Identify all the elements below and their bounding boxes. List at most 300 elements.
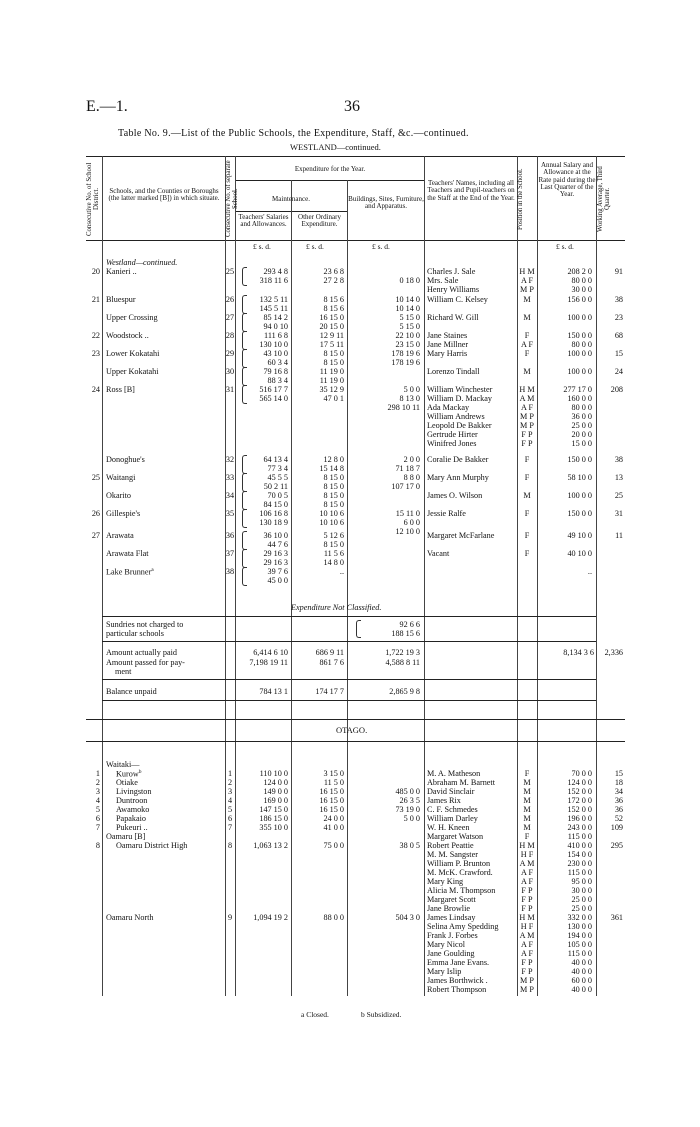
- annual-salary: 100 0 0: [567, 367, 592, 376]
- annual-salary: 40 0 0: [571, 985, 592, 994]
- school-name: Awamoko: [116, 805, 150, 814]
- teacher-name: William Andrews: [427, 412, 485, 421]
- annual-salary: 105 0 0: [567, 940, 592, 949]
- teacher-position: F: [524, 769, 530, 778]
- separate-school-number: 31: [225, 385, 235, 394]
- annual-salary: 15 0 0: [571, 439, 592, 448]
- buildings-amount: 178 19 6: [391, 349, 420, 358]
- district-number: 25: [91, 473, 100, 482]
- separate-school-number: 3: [227, 787, 233, 796]
- lsd-header-salaries: £ s. d.: [253, 242, 271, 251]
- salaries-amount: 145 5 11: [259, 304, 288, 313]
- buildings-amount: 15 11 0: [395, 509, 420, 518]
- salaries-amount: 169 0 0: [263, 796, 288, 805]
- other-expenditure-amount: 16 15 0: [319, 787, 344, 796]
- working-average: 361: [610, 913, 623, 922]
- annual-salary: 194 0 0: [567, 931, 592, 940]
- salaries-amount: 186 15 0: [259, 814, 288, 823]
- buildings-amount: 10 14 0: [395, 304, 420, 313]
- school-name: Lake Brunner$^a$: [106, 567, 154, 577]
- other-expenditure-amount: 10 10 6: [319, 509, 344, 518]
- teacher-position: H M: [519, 913, 535, 922]
- buildings-amount: 0 18 0: [399, 276, 420, 285]
- school-name: Donoghue's: [106, 455, 145, 464]
- page-code: E.—1.: [86, 98, 128, 115]
- teacher-name: Coralie De Bakker: [427, 455, 489, 464]
- teacher-position: F P: [521, 895, 533, 904]
- teacher-name: Jane Millner: [427, 340, 469, 349]
- school-name: Livingston: [116, 787, 152, 796]
- district-number: 1: [95, 769, 100, 778]
- school-name: Pukeuri ..: [116, 823, 148, 832]
- buildings-amount: 12 10 0: [395, 527, 420, 536]
- teacher-position: M: [523, 295, 531, 304]
- district-number: 24: [91, 385, 100, 394]
- passed-label-2: ment: [115, 667, 132, 676]
- buildings-amount: 26 3 5: [399, 796, 420, 805]
- annual-salary: 30 0 0: [571, 886, 592, 895]
- buildings-amount: 504 3 0: [395, 913, 420, 922]
- balance-buildings: 2,865 9 8: [389, 687, 420, 696]
- paid-label: Amount actually paid: [106, 648, 177, 657]
- sundries-bld-1: 92 6 6: [399, 620, 420, 629]
- salaries-amount: 355 10 0: [259, 823, 288, 832]
- school-name: Oamaru [B]: [106, 832, 146, 841]
- other-expenditure-amount: 5 12 6: [323, 531, 344, 540]
- teacher-position: F: [524, 349, 530, 358]
- teacher-position: F: [524, 455, 530, 464]
- teacher-name: Mary Islip: [427, 967, 462, 976]
- footnote-subsidized: b Subsidized.: [361, 1010, 402, 1019]
- working-average: 68: [614, 331, 623, 340]
- working-average: 36: [614, 796, 623, 805]
- working-average: 38: [614, 455, 623, 464]
- other-expenditure-amount: 75 0 0: [323, 841, 344, 850]
- salaries-amount: 1,094 19 2: [253, 913, 288, 922]
- working-average: 208: [610, 385, 623, 394]
- annual-salary: 25 0 0: [571, 421, 592, 430]
- teacher-position: M: [523, 805, 531, 814]
- separate-school-number: 28: [225, 331, 235, 340]
- buildings-amount: 6 0 0: [403, 518, 420, 527]
- working-average: 36: [614, 805, 623, 814]
- separate-school-number: 36: [225, 531, 235, 540]
- teacher-name: James O. Wilson: [427, 491, 483, 500]
- teacher-position: A F: [520, 340, 534, 349]
- header-teachers-salaries: Teachers' Salaries and Allowances.: [238, 213, 289, 229]
- teacher-position: M P: [520, 985, 534, 994]
- teacher-name: William Darley: [427, 814, 478, 823]
- other-expenditure-amount: 8 15 0: [323, 473, 344, 482]
- salaries-amount: 124 0 0: [263, 778, 288, 787]
- teacher-position: F: [524, 549, 530, 558]
- working-average: 91: [614, 267, 623, 276]
- salaries-amount: 77 3 4: [267, 464, 288, 473]
- salaries-amount: 516 17 7: [259, 385, 288, 394]
- buildings-amount: 8 8 0: [403, 473, 420, 482]
- other-expenditure-amount: 8 15 0: [323, 358, 344, 367]
- header-teacher-names: Teachers' Names, including all Teachers and Pupil-teachers on the Staff at the End of the Year.: [427, 179, 515, 202]
- other-expenditure-amount: 16 15 0: [319, 313, 344, 322]
- other-expenditure-amount: 8 15 0: [323, 349, 344, 358]
- annual-salary: 130 0 0: [567, 922, 592, 931]
- other-expenditure-amount: 8 15 6: [323, 304, 344, 313]
- annual-salary: 230 0 0: [567, 859, 592, 868]
- annual-salary: 20 0 0: [571, 430, 592, 439]
- working-average: 24: [614, 367, 623, 376]
- header-working-average: Working Average, Third Quarter.: [597, 166, 612, 232]
- header-maintenance: Maintenance.: [272, 195, 310, 203]
- teacher-name: James Rix: [427, 796, 461, 805]
- teacher-name: Jane Staines: [427, 331, 468, 340]
- annual-salary: 115 0 0: [567, 832, 592, 841]
- teacher-position: M: [523, 778, 531, 787]
- buildings-amount: 5 15 0: [399, 322, 420, 331]
- separate-school-number: 29: [225, 349, 235, 358]
- school-name: Waitangi: [106, 473, 136, 482]
- other-expenditure-amount: 3 15 0: [323, 769, 344, 778]
- teacher-position: F: [524, 509, 530, 518]
- working-average: 23: [614, 313, 623, 322]
- teacher-name: Winifred Jones: [427, 439, 477, 448]
- paid-average: 2,336: [604, 648, 623, 657]
- separate-school-number: 5: [227, 805, 233, 814]
- school-name: Waitaki—: [106, 760, 140, 769]
- district-number: 27: [91, 531, 100, 540]
- separate-school-number: 25: [225, 267, 235, 276]
- salaries-amount: 50 2 11: [263, 482, 288, 491]
- teacher-name: Lorenzo Tindall: [427, 367, 480, 376]
- salaries-amount: 106 16 8: [259, 509, 288, 518]
- other-expenditure-amount: 16 15 0: [319, 796, 344, 805]
- teacher-name: Mary Nicol: [427, 940, 465, 949]
- separate-school-number: 9: [227, 913, 233, 922]
- buildings-amount: 10 14 0: [395, 295, 420, 304]
- passed-salaries: 7,198 19 11: [249, 658, 288, 667]
- teacher-position: M: [523, 787, 531, 796]
- teacher-position: F: [524, 473, 530, 482]
- teacher-position: H F: [520, 850, 534, 859]
- annual-salary: 124 0 0: [567, 778, 592, 787]
- school-name: Papakaio: [116, 814, 147, 823]
- separate-school-number: 38: [225, 567, 235, 576]
- sundries-bld-2: 188 15 6: [391, 629, 420, 638]
- teacher-name: C. F. Schmedes: [427, 805, 478, 814]
- teacher-position: M: [523, 823, 531, 832]
- salaries-amount: 43 10 0: [263, 349, 288, 358]
- annual-salary: 100 0 0: [567, 313, 592, 322]
- salaries-amount: 29 16 3: [263, 558, 288, 567]
- salaries-amount: 36 10 0: [263, 531, 288, 540]
- buildings-amount: 485 0 0: [395, 787, 420, 796]
- salaries-amount: 130 18 9: [259, 518, 288, 527]
- separate-school-number: 2: [227, 778, 233, 787]
- table-title: Table No. 9.—List of the Public Schools, the Expenditure, Staff, &c.—continued.: [118, 128, 469, 139]
- annual-salary: 115 0 0: [567, 868, 592, 877]
- salaries-amount: 29 16 3: [263, 549, 288, 558]
- salaries-amount: 84 15 0: [263, 500, 288, 509]
- teacher-position: H F: [520, 922, 534, 931]
- working-average: 11: [615, 531, 623, 540]
- working-average: 38: [614, 295, 623, 304]
- header-consecutive-district: Consecutive No. of School District.: [86, 162, 101, 236]
- other-expenditure-amount: 27 2 8: [323, 276, 344, 285]
- teacher-position: M: [523, 814, 531, 823]
- district-number: 2: [95, 778, 100, 787]
- school-name: Kurow$^b$: [116, 769, 142, 779]
- teacher-name: W. H. Kneen: [427, 823, 470, 832]
- annual-salary: 25 0 0: [571, 895, 592, 904]
- teacher-position: F P: [521, 439, 533, 448]
- header-annual-salary: Annual Salary and Allowance at the Rate paid during the Last Quarter of the Year.: [538, 161, 596, 199]
- working-average: 295: [610, 841, 623, 850]
- teacher-position: A F: [520, 949, 534, 958]
- buildings-amount: 178 19 6: [391, 358, 420, 367]
- annual-salary: 25 0 0: [571, 904, 592, 913]
- teacher-name: James Lindsay: [427, 913, 476, 922]
- teacher-name: Robert Thompson: [427, 985, 487, 994]
- annual-salary: 80 0 0: [571, 276, 592, 285]
- teacher-position: M P: [520, 976, 534, 985]
- working-average: 52: [614, 814, 623, 823]
- salaries-amount: 110 10 0: [259, 769, 288, 778]
- school-name: Upper Kokatahi: [106, 367, 159, 376]
- annual-salary: 196 0 0: [567, 814, 592, 823]
- salaries-amount: 293 4 8: [263, 267, 288, 276]
- header-expenditure: Expenditure for the Year.: [294, 165, 366, 173]
- buildings-amount: 8 13 0: [399, 394, 420, 403]
- other-expenditure-amount: 23 6 8: [323, 267, 344, 276]
- working-average: 34: [614, 787, 623, 796]
- school-name: Upper Crossing: [106, 313, 158, 322]
- teacher-name: Margaret McFarlane: [427, 531, 495, 540]
- buildings-amount: 2 0 0: [403, 455, 420, 464]
- teacher-position: H M: [519, 841, 535, 850]
- working-average: 15: [614, 769, 623, 778]
- paid-buildings: 1,722 19 3: [385, 648, 420, 657]
- annual-salary: 36 0 0: [571, 412, 592, 421]
- teacher-name: Ada Mackay: [427, 403, 470, 412]
- annual-salary: 95 0 0: [571, 877, 592, 886]
- salaries-amount: 85 14 2: [263, 313, 288, 322]
- salaries-amount: 132 5 11: [259, 295, 288, 304]
- district-number: 4: [95, 796, 100, 805]
- teacher-position: A F: [520, 403, 534, 412]
- teacher-name: M. McK. Crawford.: [427, 868, 493, 877]
- teacher-position: M: [523, 313, 531, 322]
- teacher-name: Emma Jane Evans.: [427, 958, 490, 967]
- other-expenditure-amount: 11 19 0: [319, 376, 344, 385]
- other-expenditure-amount: 8 15 0: [323, 482, 344, 491]
- salaries-amount: 45 5 5: [267, 473, 288, 482]
- buildings-amount: 23 15 0: [395, 340, 420, 349]
- annual-salary: 100 0 0: [567, 491, 592, 500]
- working-average: 15: [614, 349, 623, 358]
- annual-salary: 156 0 0: [567, 295, 592, 304]
- balance-other: 174 17 7: [315, 687, 344, 696]
- annual-salary: 172 0 0: [567, 796, 592, 805]
- salaries-amount: 70 0 5: [267, 491, 288, 500]
- teacher-position: M: [523, 491, 531, 500]
- buildings-amount: 73 19 0: [395, 805, 420, 814]
- page-number: 36: [344, 98, 360, 115]
- teacher-position: H M: [519, 267, 535, 276]
- teacher-position: M: [523, 796, 531, 805]
- teacher-name: M. A. Matheson: [427, 769, 481, 778]
- annual-salary: 277 17 0: [563, 385, 592, 394]
- teacher-name: Charles J. Sale: [427, 267, 476, 276]
- teacher-name: Mary King: [427, 877, 464, 886]
- salaries-amount: 79 16 8: [263, 367, 288, 376]
- separate-school-number: 4: [227, 796, 233, 805]
- teacher-name: Henry Williams: [427, 285, 480, 294]
- teacher-position: F P: [521, 958, 533, 967]
- school-name: Arawata Flat: [106, 549, 149, 558]
- other-expenditure-amount: 11 19 0: [319, 367, 344, 376]
- salaries-amount: 39 7 6: [267, 567, 288, 576]
- salaries-amount: 149 0 0: [263, 787, 288, 796]
- separate-school-number: 30: [225, 367, 235, 376]
- buildings-amount: 22 10 0: [395, 331, 420, 340]
- teacher-name: James Borthwick .: [427, 976, 488, 985]
- other-expenditure-amount: 14 8 0: [323, 558, 344, 567]
- teacher-name: William P. Brunton: [427, 859, 491, 868]
- buildings-amount: 298 10 11: [387, 403, 420, 412]
- school-name: Westland—continued.: [106, 258, 178, 267]
- teacher-position: A F: [520, 276, 534, 285]
- district-number: 7: [95, 823, 100, 832]
- other-expenditure-amount: 12 8 0: [323, 455, 344, 464]
- separate-school-number: 6: [227, 814, 233, 823]
- other-expenditure-amount: 35 12 9: [319, 385, 344, 394]
- teacher-position: M P: [520, 285, 534, 294]
- annual-salary: 152 0 0: [567, 805, 592, 814]
- school-name: Duntroon: [116, 796, 148, 805]
- annual-salary: ..: [587, 567, 592, 576]
- school-name: Woodstock ..: [106, 331, 149, 340]
- footnote-marker: b: [138, 769, 142, 775]
- annual-salary: 70 0 0: [571, 769, 592, 778]
- salaries-amount: 111 6 8: [264, 331, 288, 340]
- teacher-position: A F: [520, 877, 534, 886]
- district-number: 23: [91, 349, 100, 358]
- annual-salary: 160 0 0: [567, 394, 592, 403]
- separate-school-number: 8: [227, 841, 233, 850]
- teacher-position: A M: [519, 931, 535, 940]
- salaries-amount: 1,063 13 2: [253, 841, 288, 850]
- school-name: Kanieri ..: [106, 267, 137, 276]
- sundries-label-1: Sundries not charged to: [106, 620, 184, 629]
- annual-salary: 49 10 0: [567, 531, 592, 540]
- lsd-header-annual: £ s. d.: [556, 242, 574, 251]
- passed-label-1: Amount passed for pay-: [106, 658, 185, 667]
- other-expenditure-amount: 15 14 8: [319, 464, 344, 473]
- district-number: 5: [95, 805, 100, 814]
- working-average: 18: [614, 778, 623, 787]
- teacher-position: M: [523, 367, 531, 376]
- paid-other: 686 9 11: [315, 648, 344, 657]
- other-expenditure-amount: ..: [339, 567, 344, 576]
- district-number: 22: [91, 331, 100, 340]
- teacher-position: A M: [519, 394, 535, 403]
- balance-salaries: 784 13 1: [259, 687, 288, 696]
- annual-salary: 152 0 0: [567, 787, 592, 796]
- other-expenditure-amount: 11 5 0: [323, 778, 344, 787]
- separate-school-number: 35: [225, 509, 235, 518]
- teacher-name: William D. Mackay: [427, 394, 492, 403]
- salaries-amount: 44 7 6: [267, 540, 288, 549]
- district-number: 3: [95, 787, 100, 796]
- teacher-name: Mary Ann Murphy: [427, 473, 489, 482]
- teacher-name: Richard W. Gill: [427, 313, 479, 322]
- teacher-name: Mary Harris: [427, 349, 468, 358]
- salaries-amount: 88 3 4: [267, 376, 288, 385]
- teacher-name: Jane Goulding: [427, 949, 475, 958]
- teacher-name: Margaret Scott: [427, 895, 476, 904]
- teacher-name: Leopold De Bakker: [427, 421, 492, 430]
- salaries-amount: 60 3 4: [267, 358, 288, 367]
- paid-annual: 8,134 3 6: [563, 648, 594, 657]
- teacher-position: F: [524, 531, 530, 540]
- working-average: 13: [614, 473, 623, 482]
- annual-salary: 40 0 0: [571, 967, 592, 976]
- annual-salary: 150 0 0: [567, 509, 592, 518]
- salaries-amount: 318 11 6: [259, 276, 288, 285]
- salaries-amount: 45 0 0: [267, 576, 288, 585]
- separate-school-number: 33: [225, 473, 235, 482]
- otago-title: OTAGO.: [336, 725, 368, 735]
- buildings-amount: 107 17 0: [391, 482, 420, 491]
- working-average: 25: [614, 491, 623, 500]
- buildings-amount: 71 18 7: [395, 464, 420, 473]
- school-name: Okarito: [106, 491, 132, 500]
- annual-salary: 208 2 0: [567, 267, 592, 276]
- annual-salary: 30 0 0: [571, 285, 592, 294]
- teacher-name: Margaret Watson: [427, 832, 484, 841]
- school-name: Ross [B]: [106, 385, 135, 394]
- teacher-position: A F: [520, 940, 534, 949]
- not-classified-heading: Expenditure Not Classified.: [291, 603, 382, 612]
- header-position: Position in the School.: [517, 168, 524, 230]
- annual-salary: 115 0 0: [567, 949, 592, 958]
- other-expenditure-amount: 10 10 6: [319, 518, 344, 527]
- annual-salary: 40 0 0: [571, 958, 592, 967]
- school-name: Gillespie's: [106, 509, 141, 518]
- separate-school-number: 32: [225, 455, 235, 464]
- teacher-position: A F: [520, 868, 534, 877]
- working-average: 31: [614, 509, 623, 518]
- annual-salary: 80 0 0: [571, 340, 592, 349]
- passed-other: 861 7 6: [319, 658, 344, 667]
- teacher-position: F: [524, 331, 530, 340]
- buildings-amount: 5 0 0: [403, 385, 420, 394]
- teacher-name: Abraham M. Barnett: [427, 778, 495, 787]
- header-other-expenditure: Other Ordinary Expenditure.: [298, 213, 341, 229]
- footnote-closed: a Closed.: [301, 1010, 329, 1019]
- annual-salary: 58 10 0: [567, 473, 592, 482]
- teacher-position: F P: [521, 967, 533, 976]
- district-number: 26: [91, 509, 100, 518]
- district-number: 6: [95, 814, 100, 823]
- teacher-name: Jane Browlie: [427, 904, 470, 913]
- school-name: Oamaru North: [106, 913, 154, 922]
- separate-school-number: 1: [227, 769, 233, 778]
- annual-salary: 60 0 0: [571, 976, 592, 985]
- footnote-marker: a: [151, 567, 154, 573]
- paid-salaries: 6,414 6 10: [253, 648, 288, 657]
- teacher-name: Jessie Ralfe: [427, 509, 466, 518]
- teacher-name: William C. Kelsey: [427, 295, 488, 304]
